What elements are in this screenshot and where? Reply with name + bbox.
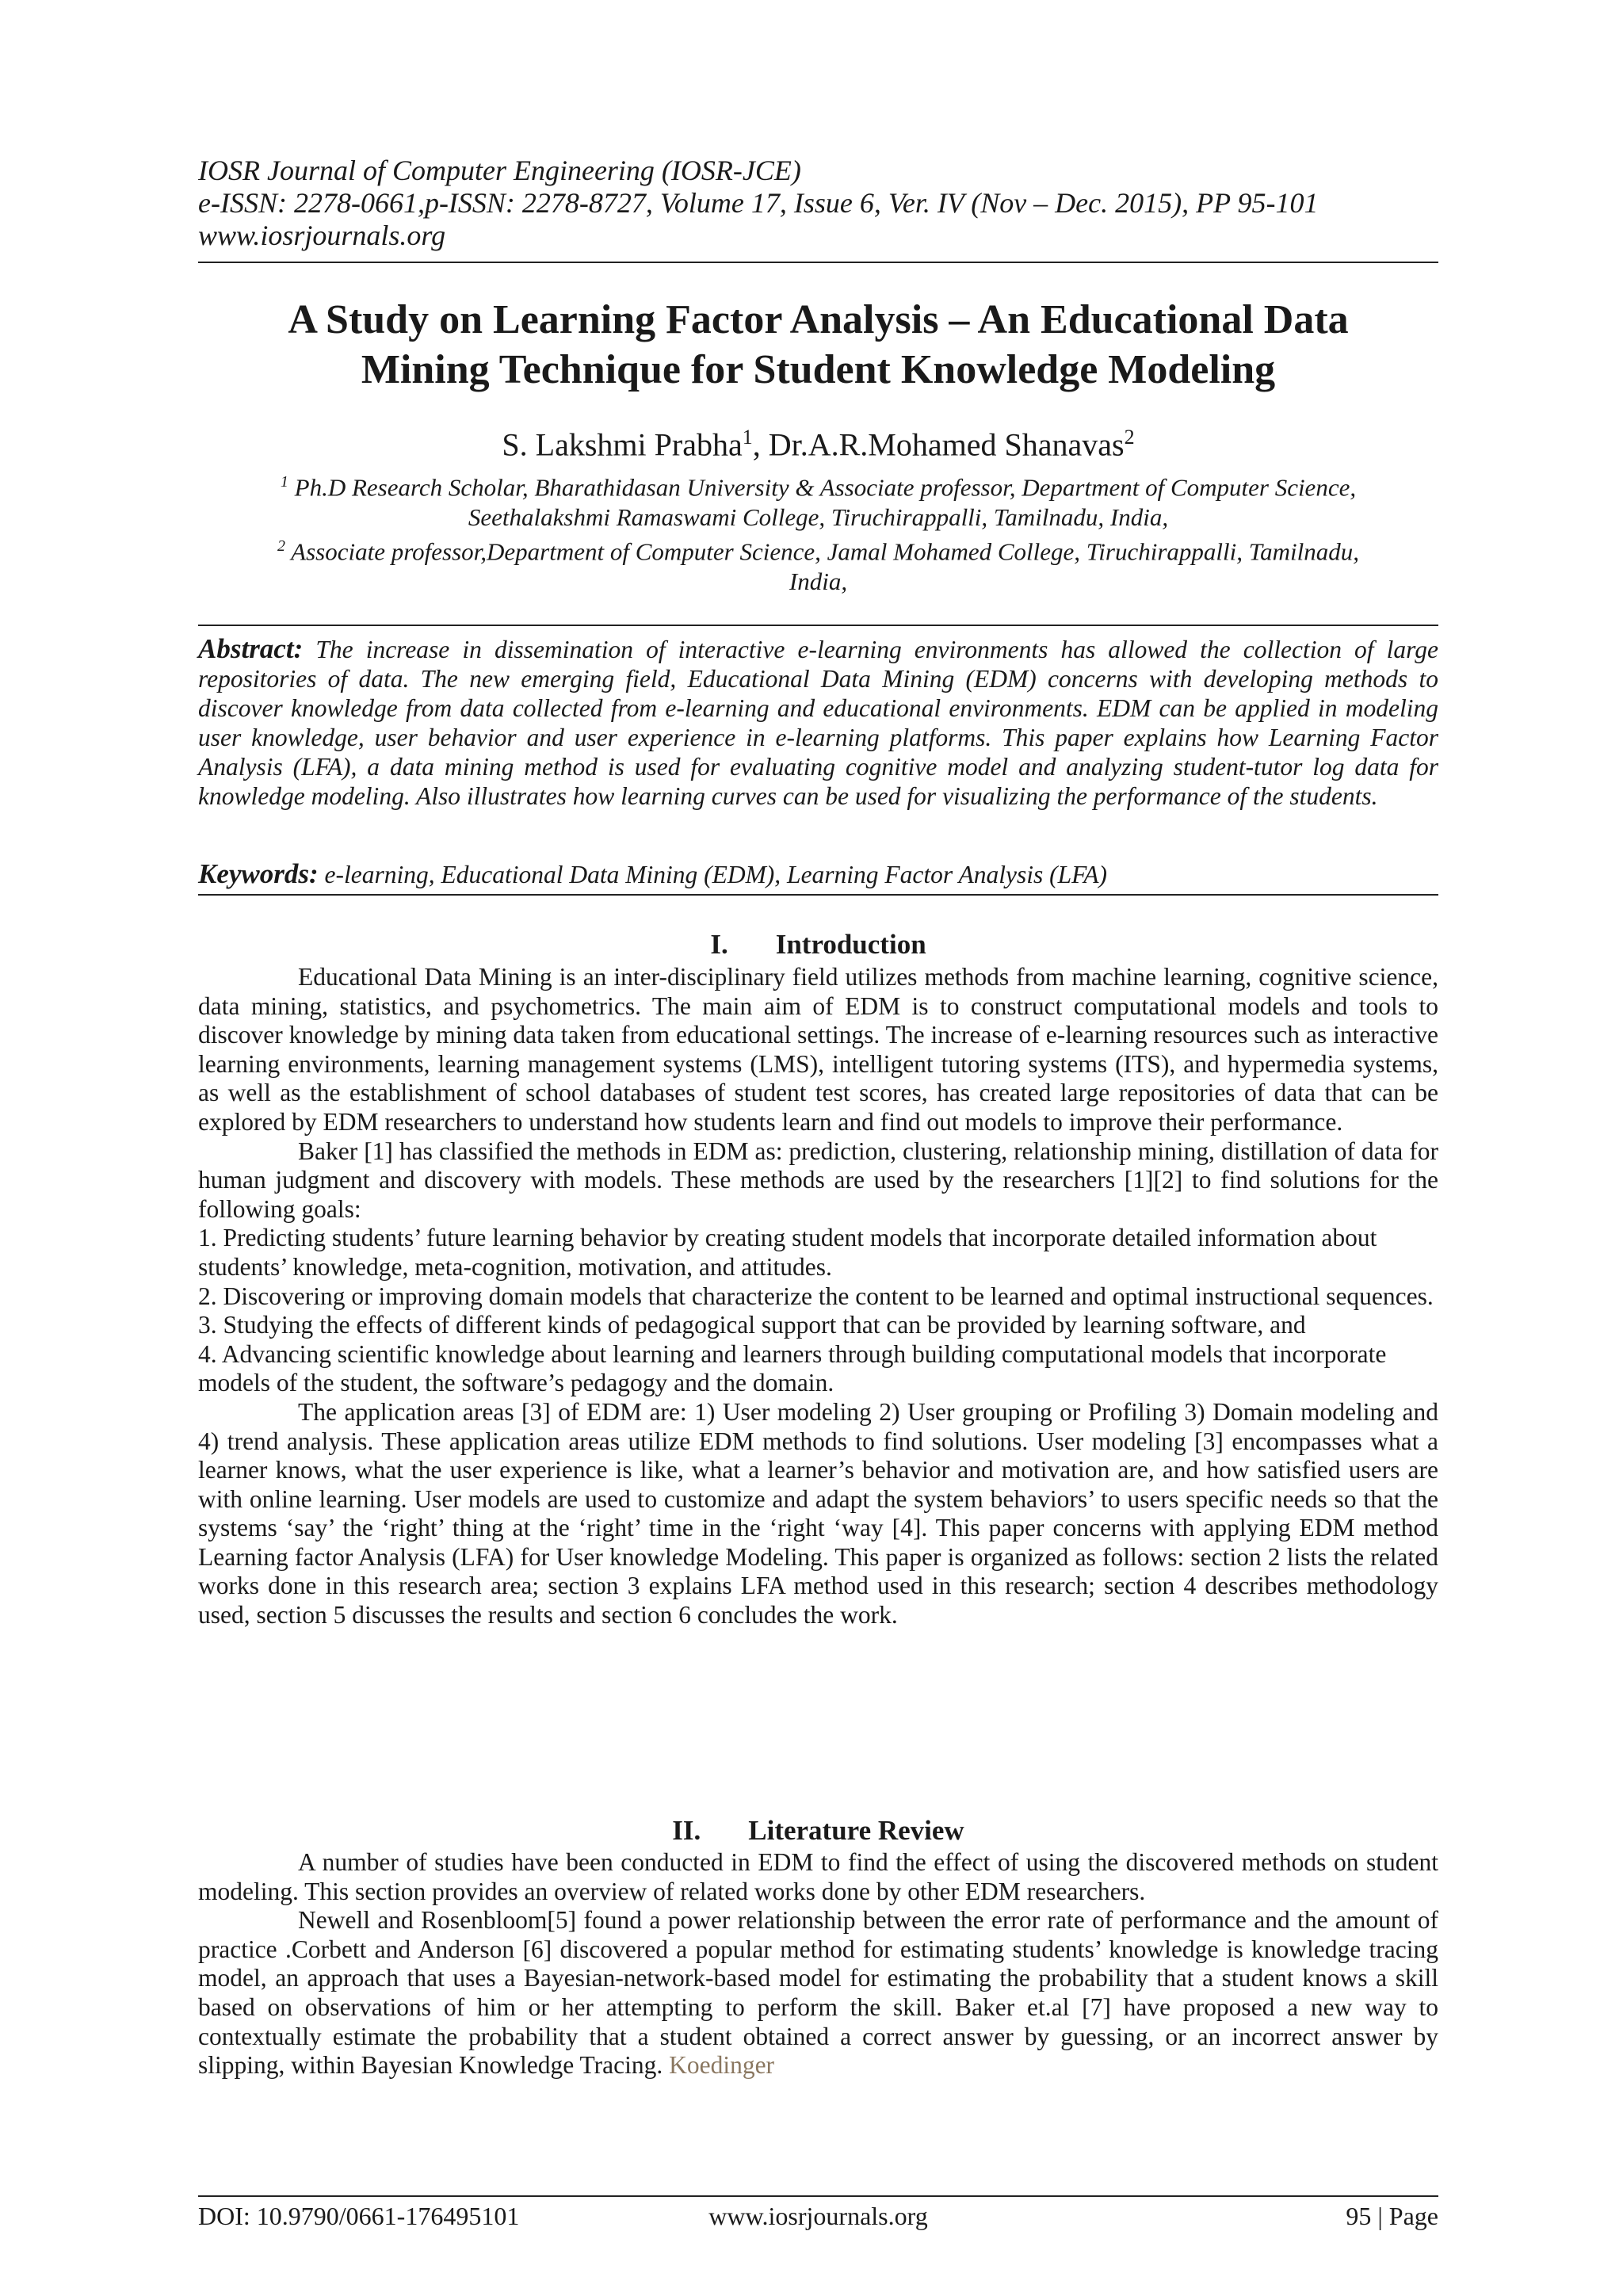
journal-header <box>198 155 1438 252</box>
section-2-title: Literature Review <box>748 1815 964 1846</box>
title-line-2: Mining Technique for Student Knowledge Modeling <box>361 347 1276 392</box>
section-1-title: Introduction <box>775 929 926 960</box>
footer-page-number: 95 | Page <box>1346 2202 1438 2230</box>
affil-1-line-2: Seethalakshmi Ramaswami College, Tiruchirappalli, Tamilnadu, India, <box>468 502 1169 531</box>
section-2-heading <box>198 1815 1438 1847</box>
footer-url: www.iosrjournals.org <box>708 2202 928 2230</box>
section-1-number: I. <box>710 929 728 960</box>
affil-2-line-2: India, <box>789 567 848 596</box>
abstract-rule-top <box>198 625 1438 626</box>
header-rule <box>198 262 1438 263</box>
author-1: S. Lakshmi Prabha <box>502 426 743 463</box>
affil-2-sup: 2 <box>277 537 285 556</box>
keywords-label: Keywords: <box>198 858 319 889</box>
keywords-text: e-learning, Educational Data Mining (EDM), Learning Factor Analysis (LFA) <box>318 861 1108 888</box>
section-1-heading <box>198 929 1438 961</box>
journal-url: www.iosrjournals.org <box>198 220 446 251</box>
goal-item-2: 2. Discovering or improving domain models that characterize the content to be learned and optimal instructional sequences. <box>198 1282 1434 1310</box>
litrev-paragraph-2-tail: Koedinger <box>669 2051 775 2080</box>
author-separator: , <box>752 426 769 463</box>
intro-paragraph-3: The application areas [3] of EDM are: 1) User modeling 2) User grouping or Profiling 3) Domain modeling and 4) trend analysis. These application areas utilize EDM methods to find solutions. User modeling [3] encompasses what a learner knows, what the user experience is like, what a learner’s behavior and motivation are, and how satisfied users are with online learning. User models are used to customize and adapt the system behaviors’ to users specific needs so that the systems ‘say’ the ‘right’ thing at the ‘right’ time in the ‘right ‘way [4]. This paper concerns with applying EDM method Learning factor Analysis (LFA) for User knowledge Modeling. This paper is organized as follows: section 2 lists the related works done in this research area; section 3 explains LFA method used in this research; section 4 describes methodology used, section 5 discusses the results and section 6 concludes the work. <box>198 1397 1438 1629</box>
journal-issn: e-ISSN: 2278-0661,p-ISSN: 2278-8727, Volume 17, Issue 6, Ver. IV (Nov – Dec. 2015), PP 95-101 <box>198 187 1319 219</box>
abstract-text: The increase in dissemination of interactive e-learning environments has allowed the collection of large repositories of data. The new emerging field, Educational Data Mining (EDM) concerns with developing methods to discover knowledge from data collected from e-learning and educational environments. EDM can be applied in modeling user knowledge, user behavior and user experience in e-learning platforms. This paper explains how Learning Factor Analysis (LFA), a data mining method is used for evaluating cognitive model and analyzing student-tutor log data for knowledge modeling. Also illustrates how learning curves can be used for visualizing the performance of the students. <box>198 636 1438 810</box>
goal-item-4: 4. Advancing scientific knowledge about learning and learners through building computational models that incorporate models of the student, the software’s pedagogy and the domain. <box>198 1339 1387 1397</box>
section-2-number: II. <box>672 1815 701 1846</box>
goal-item-1: 1. Predicting students’ future learning behavior by creating student models that incorporate detailed information about students’ knowledge, meta-cognition, motivation, and attitudes. <box>198 1224 1377 1281</box>
footer-doi: DOI: 10.9790/0661-176495101 <box>198 2202 520 2230</box>
abstract-rule-bottom <box>198 894 1438 896</box>
title-line-1: A Study on Learning Factor Analysis – An Educational Data <box>288 297 1349 342</box>
journal-name: IOSR Journal of Computer Engineering (IOSR-JCE) <box>198 155 801 186</box>
affil-2-line-1: Associate professor,Department of Computer Science, Jamal Mohamed College, Tiruchirappalli, Tamilnadu, <box>285 537 1360 566</box>
author-1-sup: 1 <box>742 426 753 449</box>
affil-1-line-1: Ph.D Research Scholar, Bharathidasan University & Associate professor, Department of Computer Science, <box>288 473 1357 502</box>
intro-paragraph-2: Baker [1] has classified the methods in EDM as: prediction, clustering, relationship mining, distillation of data for human judgment and discovery with models. These methods are used by the researchers [1][2] to find solutions for the following goals: <box>198 1137 1438 1223</box>
litrev-paragraph-2: Newell and Rosenbloom[5] found a power relationship between the error rate of performance and the amount of practice .Corbett and Anderson [6] discovered a popular method for estimating students’ knowledge is knowledge tracing model, an approach that uses a Bayesian-network-based model for estimating the probability that a student knows a skill based on observations of him or her attempting to perform the skill. Baker et.al [7] have proposed a new way to contextually estimate the probability that a student obtained a correct answer by guessing, or an incorrect answer by slipping, within Bayesian Knowledge Tracing. <box>198 1906 1438 2080</box>
affiliations <box>198 468 1438 597</box>
goal-item-3: 3. Studying the effects of different kinds of pedagogical support that can be provided by learning software, and <box>198 1311 1306 1339</box>
section-1-body <box>198 963 1438 1630</box>
section-2-body <box>198 1848 1438 2080</box>
authors <box>198 418 1438 464</box>
author-2-sup: 2 <box>1124 426 1135 449</box>
keywords <box>198 859 1438 889</box>
author-2: Dr.A.R.Mohamed Shanavas <box>768 426 1125 463</box>
paper-title <box>198 295 1438 395</box>
affil-1-sup: 1 <box>280 473 288 491</box>
abstract <box>198 634 1438 811</box>
intro-paragraph-1: Educational Data Mining is an inter-disciplinary field utilizes methods from machine learning, cognitive science, data mining, statistics, and psychometrics. The main aim of EDM is to construct computational models and tools to discover knowledge by mining data taken from educational settings. The increase of e-learning resources such as interactive learning environments, learning management systems (LMS), intelligent tutoring systems (ITS), and hypermedia systems, as well as the establishment of school databases of student test scores, has created large repositories of data that can be explored by EDM researchers to understand how students learn and find out models to improve their performance. <box>198 963 1438 1136</box>
abstract-label: Abstract: <box>198 633 304 664</box>
footer-rule <box>198 2195 1438 2197</box>
litrev-paragraph-1: A number of studies have been conducted in EDM to find the effect of using the discovered methods on student modeling. This section provides an overview of related works done by other EDM researchers. <box>198 1848 1438 1905</box>
